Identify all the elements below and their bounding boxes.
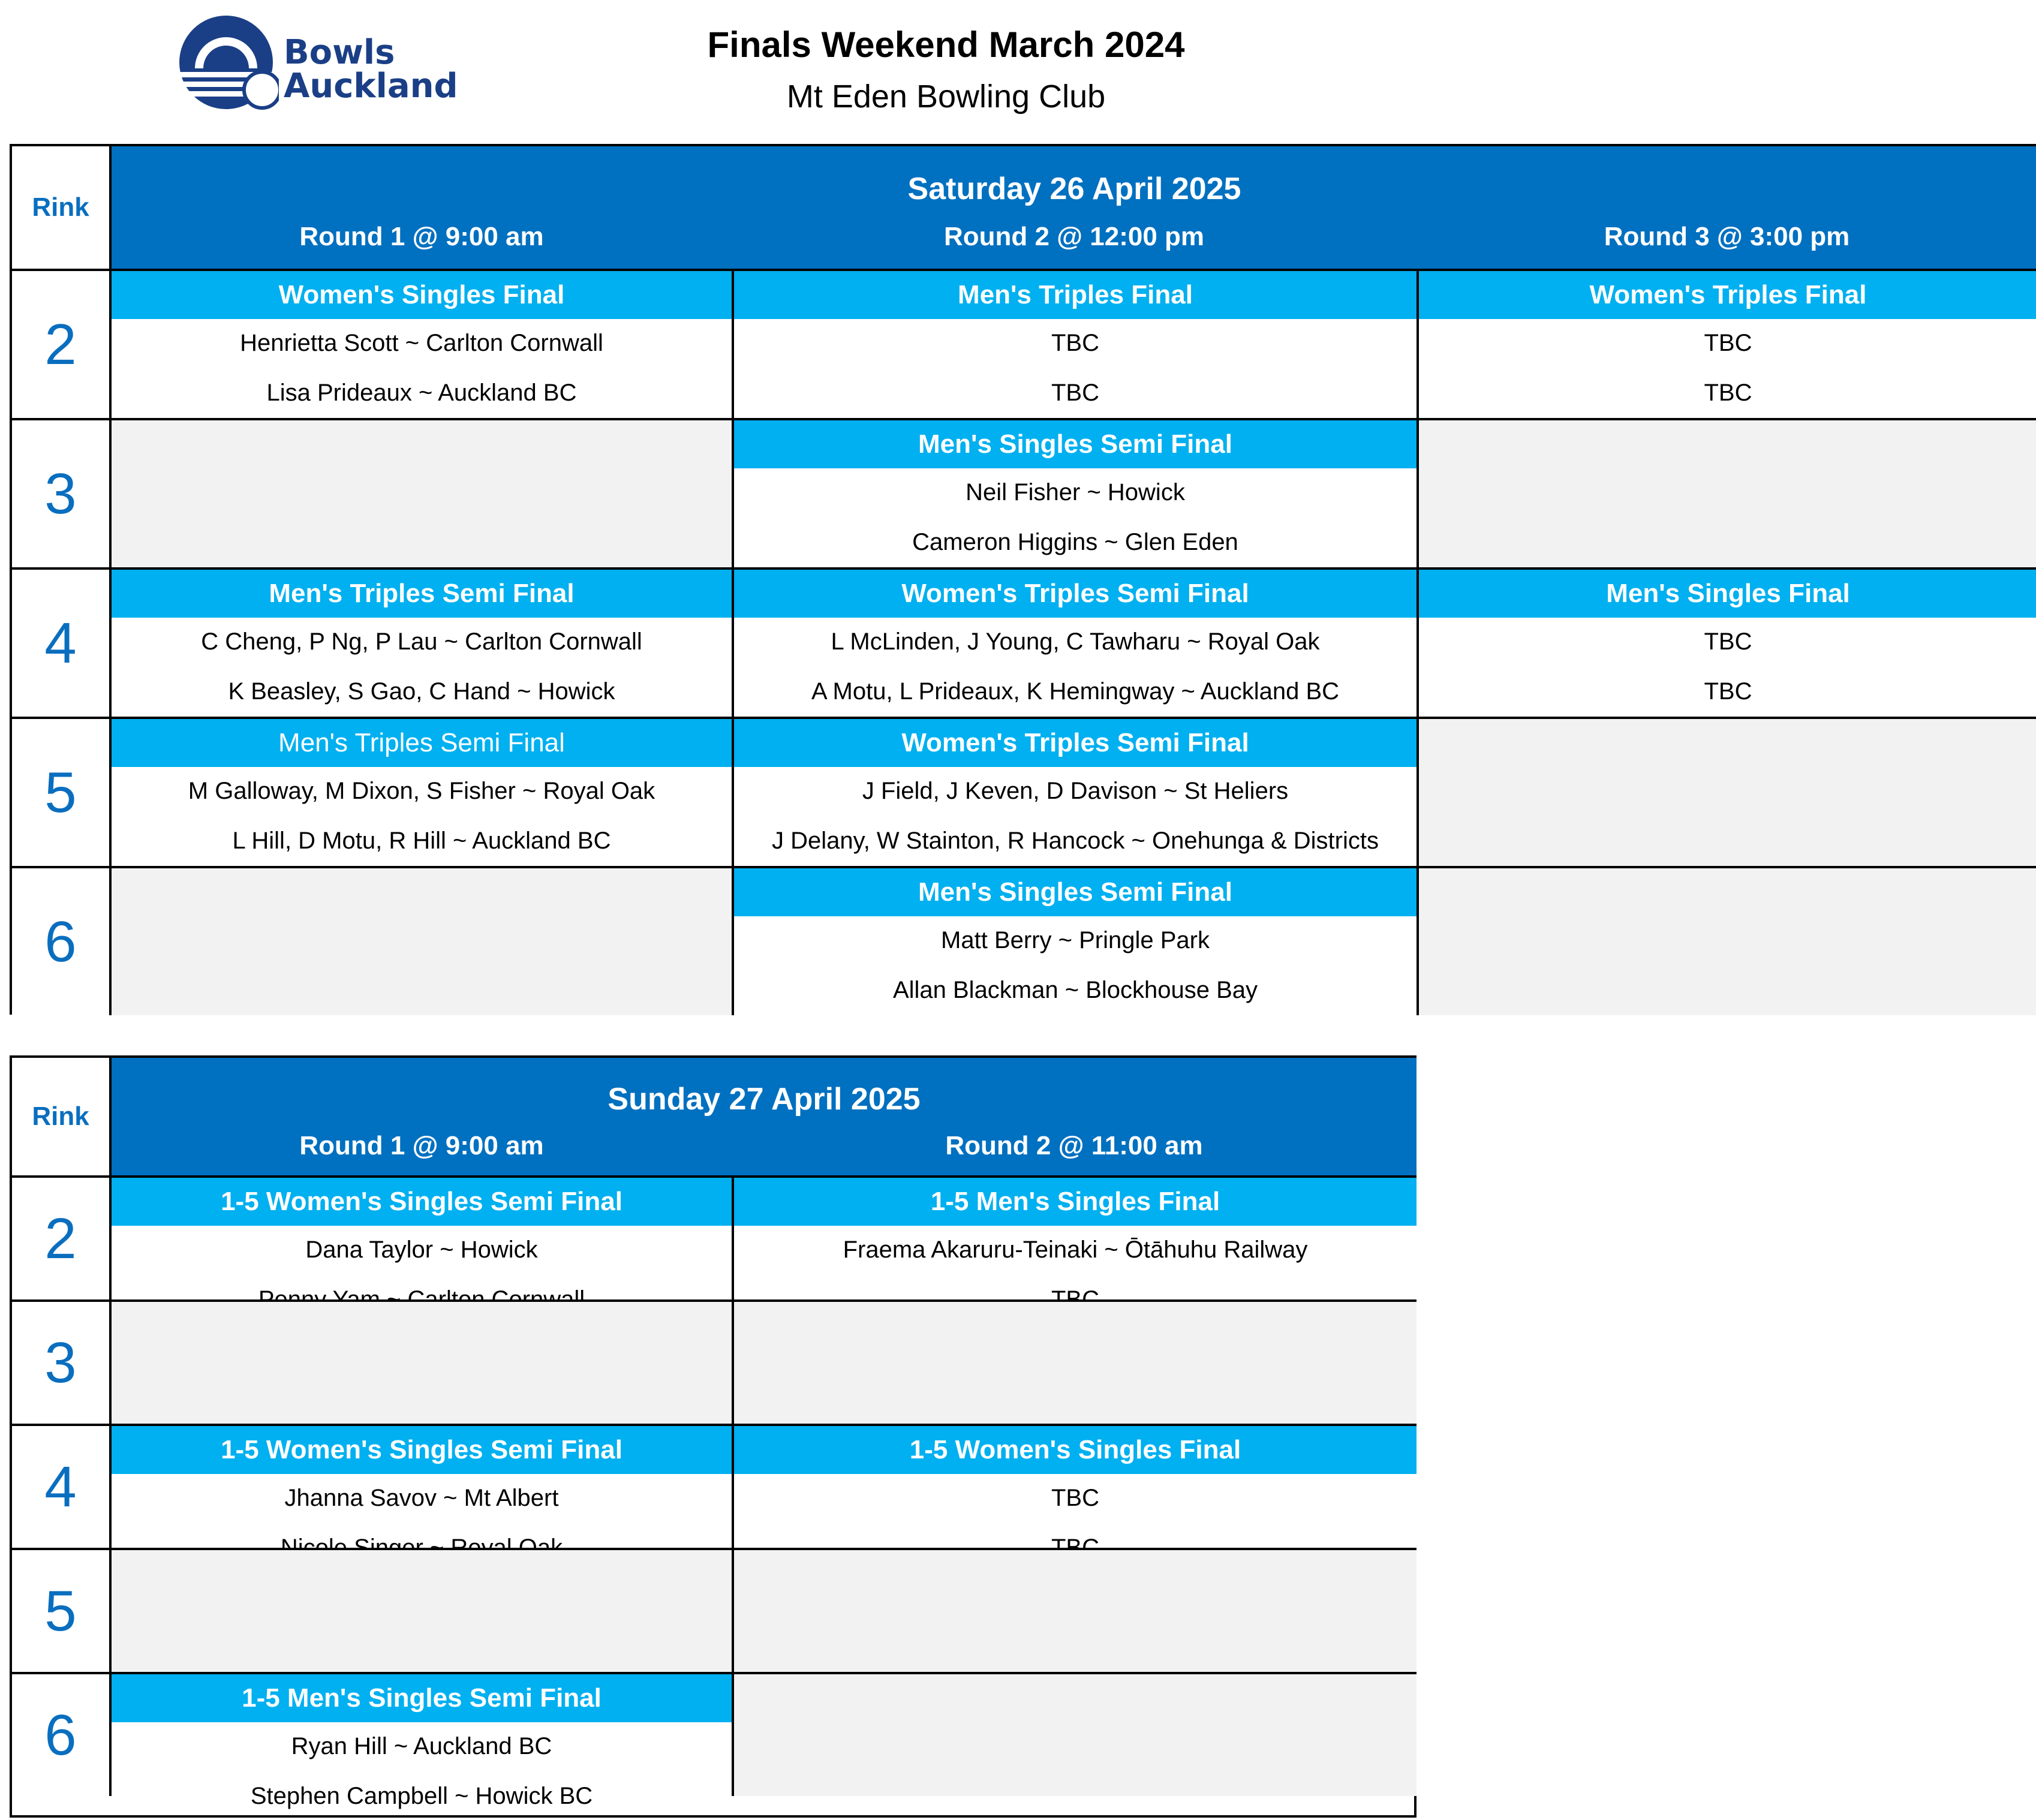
round-header: Round 3 @ 3:00 pm (1604, 222, 1850, 252)
logo-text-line2: Auckland (284, 67, 458, 106)
rink-number: 6 (12, 1672, 112, 1796)
rink-number: 2 (12, 269, 112, 418)
sunday-schedule-table (10, 1055, 1417, 1818)
match-cell (732, 1175, 1417, 1299)
match-title: Women's Triples Final (1419, 271, 2036, 319)
match-cell (732, 567, 1417, 717)
team-entry: TBC (1704, 628, 1752, 655)
match-cell (732, 269, 1417, 418)
team-entry: C Cheng, P Ng, P Lau ~ Carlton Cornwall (201, 628, 642, 655)
round-header: Round 1 @ 9:00 am (299, 222, 544, 252)
team-entry: Dana Taylor ~ Howick (305, 1236, 538, 1263)
team-entry: M Galloway, M Dixon, S Fisher ~ Royal Oak (188, 777, 655, 804)
match-title: 1-5 Women's Singles Semi Final (112, 1178, 732, 1226)
match-cell (112, 1424, 732, 1548)
empty-cell (112, 1299, 732, 1424)
rink-number: 5 (12, 1548, 112, 1672)
match-cell (732, 866, 1417, 1015)
empty-cell (732, 1299, 1417, 1424)
logo-text-line1: Bowls (284, 33, 395, 72)
team-entry: TBC (1704, 678, 1752, 705)
match-title: Men's Singles Semi Final (734, 420, 1417, 468)
team-entry: Lisa Prideaux ~ Auckland BC (266, 379, 577, 406)
match-cell (732, 1424, 1417, 1548)
round-header: Round 2 @ 12:00 pm (943, 222, 1205, 252)
team-entry: K Beasley, S Gao, C Hand ~ Howick (228, 678, 615, 705)
team-entry: Fraema Akaruru-Teinaki ~ Ōtāhuhu Railway (843, 1236, 1308, 1263)
page-title: Finals Weekend March 2024 (707, 25, 1185, 65)
team-entry: Matt Berry ~ Pringle Park (941, 926, 1210, 953)
saturday-schedule-table (10, 144, 2036, 1015)
team-entry: L McLinden, J Young, C Tawharu ~ Royal Oak (831, 628, 1320, 655)
team-entry: Allan Blackman ~ Blockhouse Bay (892, 976, 1258, 1003)
round-header: Round 1 @ 9:00 am (299, 1130, 544, 1160)
rink-number: 5 (12, 717, 112, 866)
empty-cell (1417, 418, 2036, 567)
match-cell (112, 717, 732, 866)
empty-cell (112, 418, 732, 567)
match-title: Women's Triples Semi Final (734, 570, 1417, 618)
empty-cell (112, 866, 732, 1015)
match-cell (732, 717, 1417, 866)
match-title: Men's Singles Semi Final (734, 868, 1417, 916)
team-entry: Neil Fisher ~ Howick (966, 479, 1185, 506)
team-entry: Stephen Campbell ~ Howick BC (250, 1782, 593, 1809)
team-entry: Henrietta Scott ~ Carlton Cornwall (240, 329, 603, 356)
team-entry: J Field, J Keven, D Davison ~ St Heliers (862, 777, 1289, 804)
empty-cell (1417, 866, 2036, 1015)
rink-number: 3 (12, 1299, 112, 1424)
team-entry: Cameron Higgins ~ Glen Eden (912, 528, 1238, 555)
match-title: 1-5 Men's Singles Semi Final (112, 1674, 732, 1722)
empty-cell (1417, 717, 2036, 866)
day-header (112, 1058, 1417, 1175)
team-entry: L Hill, D Motu, R Hill ~ Auckland BC (232, 827, 611, 854)
empty-cell (112, 1548, 732, 1672)
empty-cell (732, 1672, 1417, 1796)
match-cell (112, 1175, 732, 1299)
match-title: Women's Singles Final (112, 271, 732, 319)
page-subtitle: Mt Eden Bowling Club (786, 79, 1106, 115)
match-cell (1417, 269, 2036, 418)
team-entry: TBC (1704, 329, 1752, 356)
rink-number: 4 (12, 1424, 112, 1548)
rink-number: 3 (12, 418, 112, 567)
match-title: Men's Triples Semi Final (112, 570, 732, 618)
team-entry: A Motu, L Prideaux, K Hemingway ~ Auckland BC (811, 678, 1340, 705)
rink-number: 4 (12, 567, 112, 717)
team-entry: Jhanna Savov ~ Mt Albert (284, 1484, 559, 1511)
match-title: 1-5 Men's Singles Final (734, 1178, 1417, 1226)
match-title: Women's Triples Semi Final (734, 719, 1417, 767)
team-entry: TBC (1051, 329, 1099, 356)
match-cell (112, 1672, 732, 1809)
rink-number: 6 (12, 866, 112, 1015)
rink-column-header: Rink (12, 146, 112, 269)
rink-column-header: Rink (12, 1058, 112, 1175)
match-cell (732, 418, 1417, 567)
match-cell (1417, 567, 2036, 717)
team-entry: TBC (1704, 379, 1752, 406)
match-title: Men's Singles Final (1419, 570, 2036, 618)
team-entry: Ryan Hill ~ Auckland BC (291, 1732, 552, 1759)
match-cell (112, 567, 732, 717)
match-cell (112, 269, 732, 418)
team-entry: J Delany, W Stainton, R Hancock ~ Onehunga & Districts (772, 827, 1379, 854)
team-entry: TBC (1051, 379, 1099, 406)
day-title: Sunday 27 April 2025 (608, 1082, 921, 1117)
match-title: Men's Triples Final (734, 271, 1417, 319)
day-title: Saturday 26 April 2025 (907, 171, 1241, 206)
match-title: 1-5 Women's Singles Semi Final (112, 1426, 732, 1474)
round-header: Round 2 @ 11:00 am (945, 1130, 1203, 1160)
rink-number: 2 (12, 1175, 112, 1299)
match-title: 1-5 Women's Singles Final (734, 1426, 1417, 1474)
empty-cell (732, 1548, 1417, 1672)
day-header (112, 146, 2036, 269)
team-entry: TBC (1051, 1484, 1099, 1511)
match-title: Men's Triples Semi Final (112, 719, 732, 767)
